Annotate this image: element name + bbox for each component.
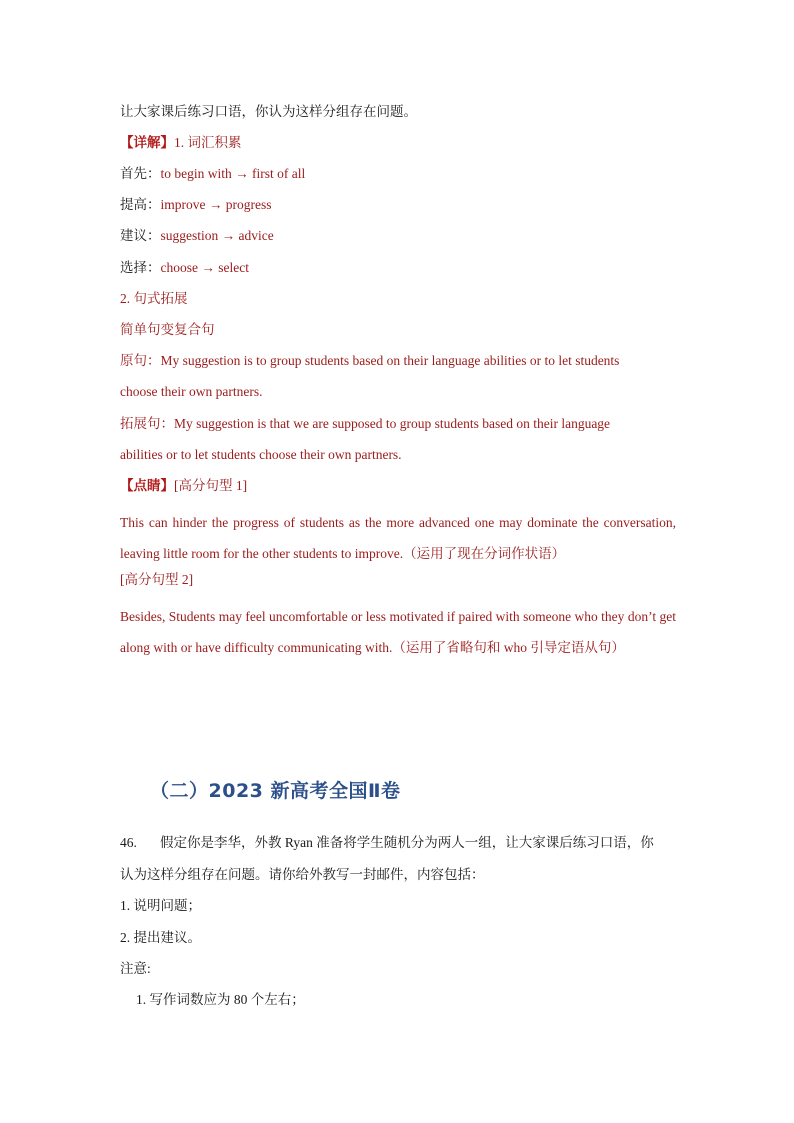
vocab-label: 建议： xyxy=(120,228,161,243)
section2-title: 2. 句式拓展 xyxy=(120,291,188,306)
vocab-label: 首先： xyxy=(120,166,161,181)
vocab-label: 提高： xyxy=(120,197,161,212)
extended-text: My suggestion is that we are supposed to group students based on their language xyxy=(174,416,611,431)
vocab-text: to begin with → first of all xyxy=(160,166,306,181)
intro-line: 让大家课后练习口语，你认为这样分组存在问题。 xyxy=(120,104,417,119)
extended-sentence-line2: abilities or to let students choose their own partners. xyxy=(120,447,402,462)
note-item: 1. 写作词数应为 80 个左右； xyxy=(136,992,305,1007)
extended-label: 拓展句： xyxy=(120,416,174,431)
vocab-label: 选择： xyxy=(120,260,161,275)
sentence-type1: This can hinder the progress of students as the more advanced one may dominate the conversation, leaving little room for the other students to improve.（运用了现在分词作状语） xyxy=(120,515,676,561)
requirement-point: 2. 提出建议。 xyxy=(120,930,201,945)
highlight-heading xyxy=(120,476,680,496)
original-label: 原句： xyxy=(120,353,161,368)
question-text: 假定你是李华，外教 Ryan 准备将学生随机分为两人一组，让大家课后练习口语，你 xyxy=(160,835,654,850)
sentence-type2: Besides, Students may feel uncomfortable or less motivated if paired with someone who they don’t get along with or have difficulty communicating with.（运用了省略句和 who 引导定语从句） xyxy=(120,609,676,655)
detail-title: 1. 词汇积累 xyxy=(174,135,242,150)
vocab-item xyxy=(120,226,680,246)
vocab-item xyxy=(120,195,680,215)
section-heading: （二）2023 新高考全国Ⅱ卷 xyxy=(150,780,401,802)
vocab-item xyxy=(120,164,680,184)
requirement-point: 1. 说明问题； xyxy=(120,898,201,913)
vocab-text: suggestion → advice xyxy=(160,228,274,243)
highlight-type1: [高分句型 1] xyxy=(174,478,248,493)
original-sentence-line1 xyxy=(120,351,680,371)
section2-subtitle: 简单句变复合句 xyxy=(120,322,215,337)
extended-sentence-line1 xyxy=(120,414,680,434)
vocab-item xyxy=(120,258,680,278)
question-line2: 认为这样分组存在问题。请你给外教写一封邮件，内容包括： xyxy=(120,867,485,882)
original-sentence-line2: choose their own partners. xyxy=(120,384,263,399)
vocab-text: choose → select xyxy=(160,260,249,275)
question-number: 46. xyxy=(120,835,137,850)
detail-label: 【详解】 xyxy=(120,135,174,150)
note-label: 注意: xyxy=(120,961,151,976)
original-text: My suggestion is to group students based on their language abilities or to let students xyxy=(160,353,620,368)
question-line1 xyxy=(120,833,680,853)
highlight-label: 【点睛】 xyxy=(120,478,174,493)
highlight-type2: [高分句型 2] xyxy=(120,572,194,587)
vocab-text: improve → progress xyxy=(160,197,272,212)
detail-heading xyxy=(120,133,680,153)
